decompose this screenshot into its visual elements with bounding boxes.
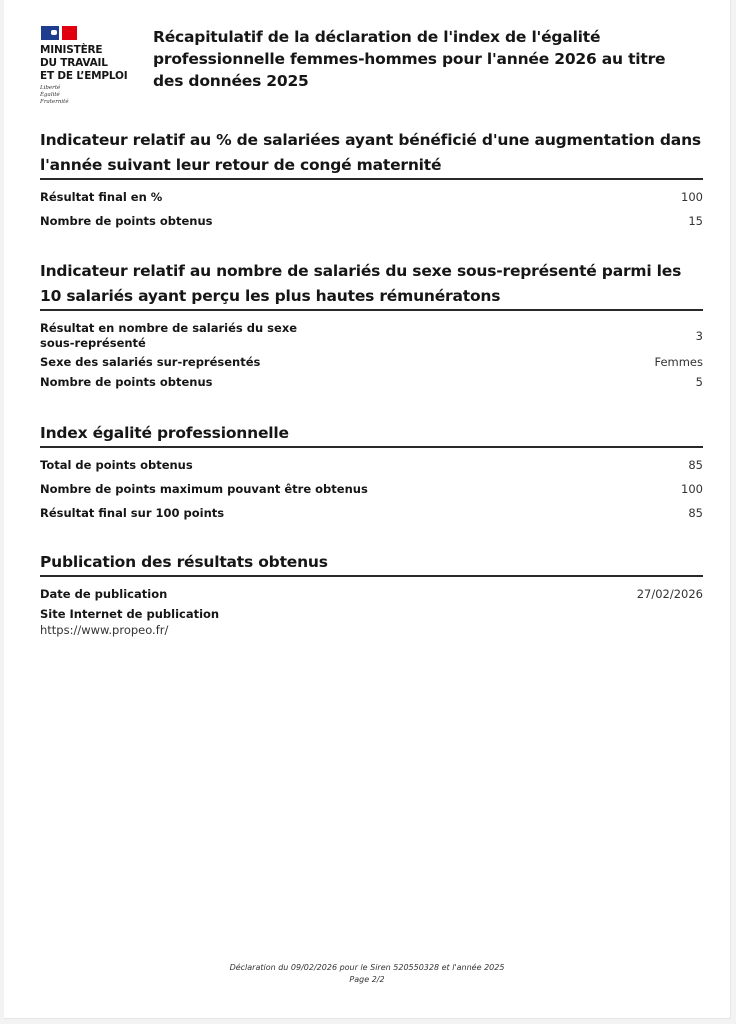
ministry-logo [40, 26, 150, 106]
french-flag-icon [41, 26, 77, 40]
section-title: Index égalité professionnelle [40, 421, 703, 448]
row-underrepresented-count [40, 321, 703, 351]
row-publication-date [40, 587, 703, 602]
row-value: 85 [688, 458, 703, 472]
row-label: Nombre de points obtenus [40, 375, 213, 389]
row-label: Résultat en nombre de salariés du sexe sous-représenté [40, 321, 298, 350]
section-title: Indicateur relatif au nombre de salariés du sexe sous-représenté parmi les 10 salariés ayant perçu les plus hautes rémunératons [40, 259, 703, 311]
row-overrepresented-sex [40, 355, 703, 370]
row-value: 5 [695, 375, 703, 389]
row-value: 27/02/2026 [636, 587, 703, 601]
ministry-name: MINISTÈRE DU TRAVAIL ET DE L’EMPLOI [40, 44, 128, 82]
document-page [4, 0, 731, 1019]
page-number: Page 2/2 [349, 975, 385, 984]
row-max-points [40, 482, 703, 497]
row-value: Femmes [654, 355, 703, 369]
row-total-points [40, 458, 703, 473]
row-label: Total de points obtenus [40, 458, 193, 472]
row-points-obtained [40, 375, 703, 390]
row-final-score [40, 506, 703, 521]
row-label: Nombre de points obtenus [40, 214, 213, 228]
row-value: 100 [681, 482, 703, 496]
declaration-info: Déclaration du 09/02/2026 pour le Siren 520550328 et l'année 2025 [229, 963, 505, 972]
row-label: Résultat final en % [40, 190, 163, 204]
row-label: Résultat final sur 100 points [40, 506, 225, 520]
republic-motto: Liberté Égalité Fraternité [40, 85, 69, 105]
row-value: 100 [681, 190, 703, 204]
publication-site-label: Site Internet de publication [40, 607, 220, 621]
section-title: Indicateur relatif au % de salariées ayant bénéficié d'une augmentation dans l'année suivant leur retour de congé maternité [40, 128, 703, 180]
row-final-result-percent [40, 190, 703, 205]
publication-site-url: https://www.propeo.fr/ [40, 623, 169, 637]
row-label: Date de publication [40, 587, 168, 601]
row-label: Sexe des salariés sur-représentés [40, 355, 261, 369]
row-value: 3 [695, 328, 703, 343]
section-top-salaries [40, 259, 703, 399]
section-title: Publication des résultats obtenus [40, 550, 703, 577]
row-label: Nombre de points maximum pouvant être obtenus [40, 482, 368, 496]
section-equality-index [40, 421, 703, 530]
row-value: 85 [688, 506, 703, 520]
section-maternity-raise [40, 128, 703, 238]
section-publication [40, 550, 703, 638]
page-footer [4, 962, 730, 986]
document-title: Récapitulatif de la déclaration de l'index de l'égalité professionnelle femmes-hommes pour l'année 2026 au titre des données 2025 [153, 28, 666, 90]
row-points-obtained [40, 214, 703, 229]
row-value: 15 [688, 214, 703, 228]
